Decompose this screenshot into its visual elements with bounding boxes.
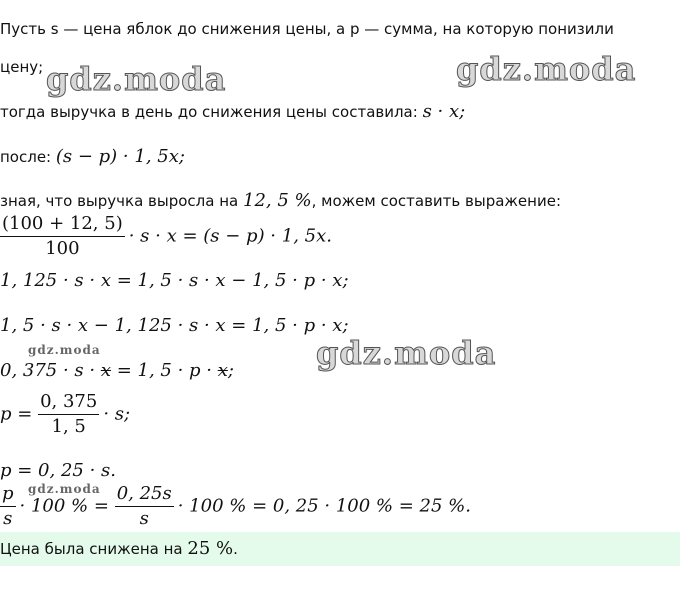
equation-7-fraction-2 [115,484,174,529]
equation-2: 1, 125 · s · x = 1, 5 · s · x − 1, 5 · p · x; [0,270,349,291]
equation-5 [0,392,130,437]
equation-6: p = 0, 25 · s. [0,460,116,481]
equation-7-numerator-2: 0, 25s [115,484,174,507]
equation-1-fraction [0,214,125,259]
revenue-before-math: s · x; [422,101,466,122]
revenue-after-math: (s − p) · 1, 5x; [55,146,185,167]
revenue-after-text: после: [0,148,56,166]
revenue-before-text: тогда выручка в день до снижения цены составила: [0,103,423,121]
equation-4-c: ; [227,360,234,381]
watermark-logo: gdz.moda [28,343,101,357]
answer-box [0,532,680,566]
watermark-logo: gdz.moda [46,60,227,98]
answer-end: . [233,540,238,558]
growth-line [0,190,561,212]
intro-line-1: Пусть s — цена яблок до снижения цены, а p — сумма, на которую понизили [0,20,614,38]
equation-4-x-cancelled: x [100,360,111,381]
answer-line [0,540,238,558]
answer-text: Цена была снижена на [0,540,188,558]
watermark-logo: gdz.moda [456,50,637,88]
growth-text: зная, что выручка выросла на [0,192,243,210]
equation-1-rest: · s · x = (s − p) · 1, 5x. [128,225,332,247]
equation-4-a: 0, 375 · s · [0,360,101,381]
equation-1-denominator: 100 [45,238,80,259]
equation-4-b: = 1, 5 · p · [110,360,218,381]
equation-7-numerator-1: p [0,484,16,507]
equation-7-denominator-1: s [3,508,13,529]
equation-3: 1, 5 · s · x − 1, 125 · s · x = 1, 5 · p · x; [0,315,349,336]
equation-1 [0,214,332,259]
equation-5-denominator: 1, 5 [51,416,86,437]
equation-7-mid: · 100 % = [19,495,115,517]
equation-5-lhs: p = [0,403,39,425]
revenue-after-line [0,146,185,168]
equation-7-denominator-2: s [139,508,149,529]
answer-value: 25 % [187,538,234,559]
equation-5-rest: · s; [103,403,131,425]
equation-1-numerator: (100 + 12, 5) [0,214,125,237]
equation-5-fraction [38,392,99,437]
equation-7-fraction-1 [0,484,16,529]
equation-5-numerator: 0, 375 [38,392,99,415]
equation-4 [0,360,234,382]
watermark-logo: gdz.moda [28,482,101,496]
watermark-logo: gdz.moda [316,334,497,372]
growth-percent: 12, 5 % [243,190,312,211]
revenue-before-line [0,101,465,123]
intro-line-2: цену; [0,58,44,76]
growth-text-2: , можем составить выражение: [311,192,561,210]
equation-7-rest: · 100 % = 0, 25 · 100 % = 25 %. [177,495,472,517]
equation-4-x-cancelled-2: x [217,360,228,381]
